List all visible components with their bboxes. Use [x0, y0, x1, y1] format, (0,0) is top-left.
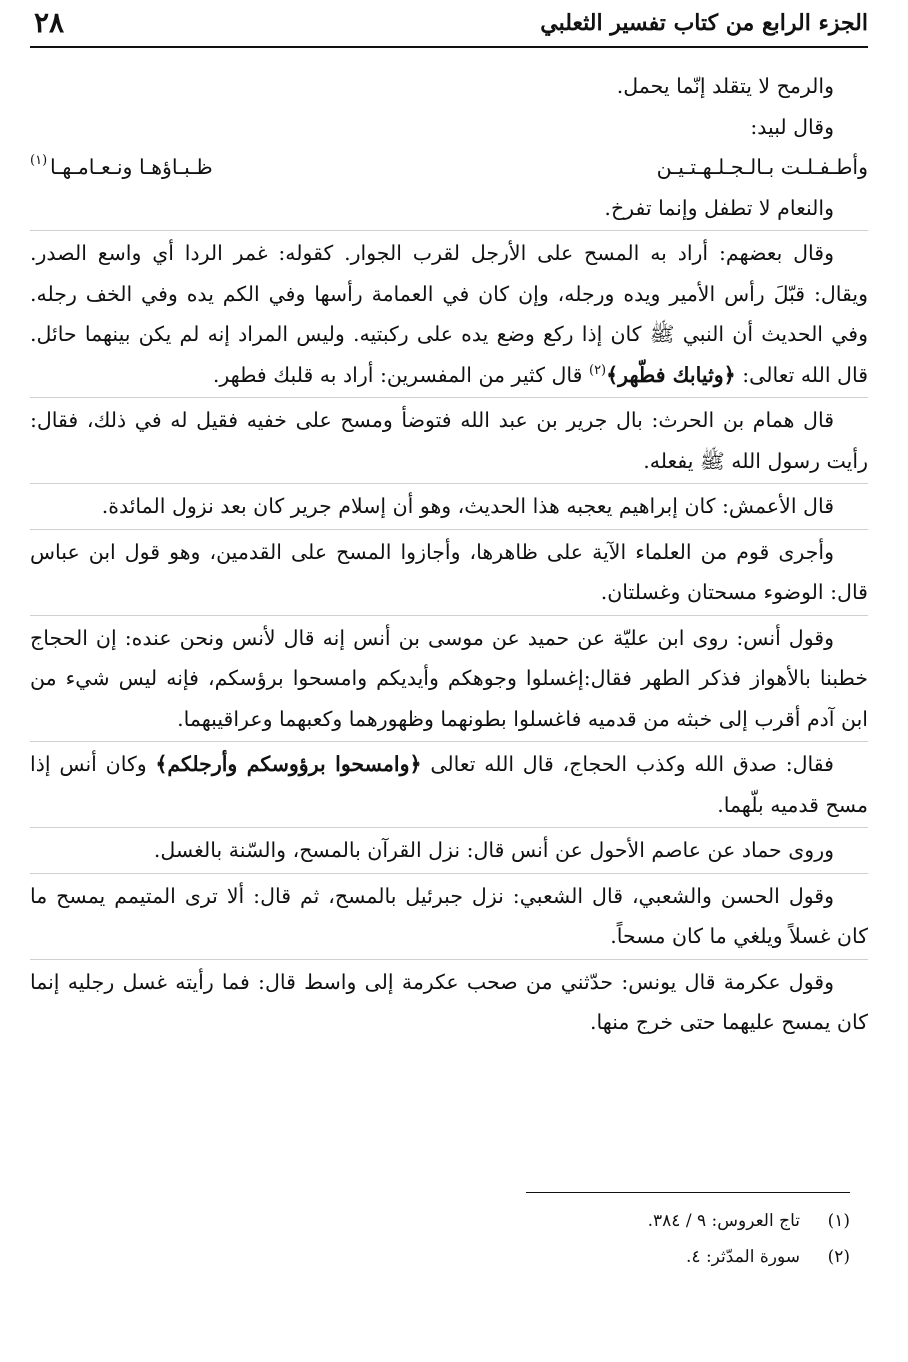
- paragraph: قال الأعمش: كان إبراهيم يعجبه هذا الحديث، وهو أن إسلام جرير كان بعد نزول المائدة.: [30, 483, 868, 527]
- footnote: [300, 1239, 850, 1275]
- poem-second-hemistich: ظـبـاؤهـا ونـعـامـهـا: [50, 155, 213, 179]
- paragraph: وقول عكرمة قال يونس: حدّثني من صحب عكرمة إلى واسط قال: فما رأيته غسل رجليه إنما كان يمسح عليهما حتى خرج منها.: [30, 959, 868, 1043]
- footnotes: [300, 1203, 850, 1275]
- paragraph: وقول الحسن والشعبي، قال الشعبي: نزل جبرئيل بالمسح، ثم قال: ألا ترى المتيمم يمسح ما كان غسلاً ويلغي ما كان مسحاً.: [30, 873, 868, 957]
- quran-verse: ﴿وثيابك فطّهر﴾: [606, 362, 736, 387]
- footnote-marker: (١): [30, 153, 48, 168]
- paragraph: وأجرى قوم من العلماء الآية على ظاهرها، وأجازوا المسح على القدمين، وهو قول ابن عباس قال: الوضوء مسحتان وغسلتان.: [30, 529, 868, 613]
- paragraph-text: وكان أنس إذا مسح قدميه بلّهما.: [30, 752, 868, 817]
- paragraph: [30, 741, 868, 825]
- paragraph: وقول أنس: روى ابن عليّة عن حميد عن موسى بن أنس إنه قال لأنس ونحن عنده: إن الحجاج خطبنا بالأهواز فذكر الطهر فقال:إغسلوا وجوهكم وأيديكم وامسحوا برؤسكم، فإنه ليس شيء من ابن آدم أقرب إلى خبثه من قدميه فاغسلوا بطونهما وظهورهما وكعبهما وعراقيبهما.: [30, 615, 868, 740]
- paragraph: [30, 230, 868, 395]
- paragraph-text: فقال: صدق الله وكذب الحجاج، قال الله تعالى: [430, 752, 834, 776]
- text-line: والنعام لا تطفل وإنما تفرخ.: [604, 195, 834, 220]
- poem-verse: [30, 147, 868, 188]
- running-header: [30, 6, 868, 48]
- footnote-text: تاج العروس: ٩ / ٣٨٤.: [647, 1211, 800, 1231]
- poem-first-hemistich: وأطـفـلـت بـالـجـلـهـتـيـن: [656, 155, 868, 179]
- header-title: الجزء الرابع من كتاب تفسير الثعلبي: [540, 10, 868, 36]
- text-line: وقال لبيد:: [750, 114, 834, 139]
- paragraph: قال همام بن الحرث: بال جرير بن عبد الله فتوضأ ومسح على خفيه فقيل له في ذلك، فقال: رأيت رسول الله ﷺ يفعله.: [30, 397, 868, 481]
- footnote: [300, 1203, 850, 1239]
- footnote-number: (٢): [827, 1247, 850, 1267]
- paragraph-text: وقال بعضهم: أراد به المسح على الأرجل لقرب الجوار. كقوله: غمر الردا أي واسع الصدر. ويقال: قبّلَ رأس الأمير ويده ورجله، وإن كان في العمامة رأسها وفي الكم يده وفي الخف رجله. وفي الحديث أن النبي ﷺ كان إذا ركع وضع يده على ركبتيه. وليس المراد إنه لم يكن بينهما حائل. قال الله تعالى:: [30, 241, 868, 387]
- paragraph-text: قال كثير من المفسرين: أراد به قلبك فطهر.: [212, 362, 583, 387]
- footnote-text: سورة المدّثر: ٤.: [686, 1247, 800, 1267]
- quran-verse: ﴿وامسحوا برؤوسكم وأرجلكم﴾: [155, 752, 422, 776]
- footnote-number: (١): [827, 1211, 850, 1231]
- body-text: [30, 66, 868, 1043]
- page-number: ٢٨: [34, 6, 65, 39]
- footnote-ref: (٢): [588, 362, 607, 378]
- paragraph: وروى حماد عن عاصم الأحول عن أنس قال: نزل القرآن بالمسح، والسّنة بالغسل.: [30, 827, 868, 871]
- text-line: والرمح لا يتقلد إنّما يحمل.: [616, 74, 834, 98]
- footnote-divider: [526, 1192, 850, 1193]
